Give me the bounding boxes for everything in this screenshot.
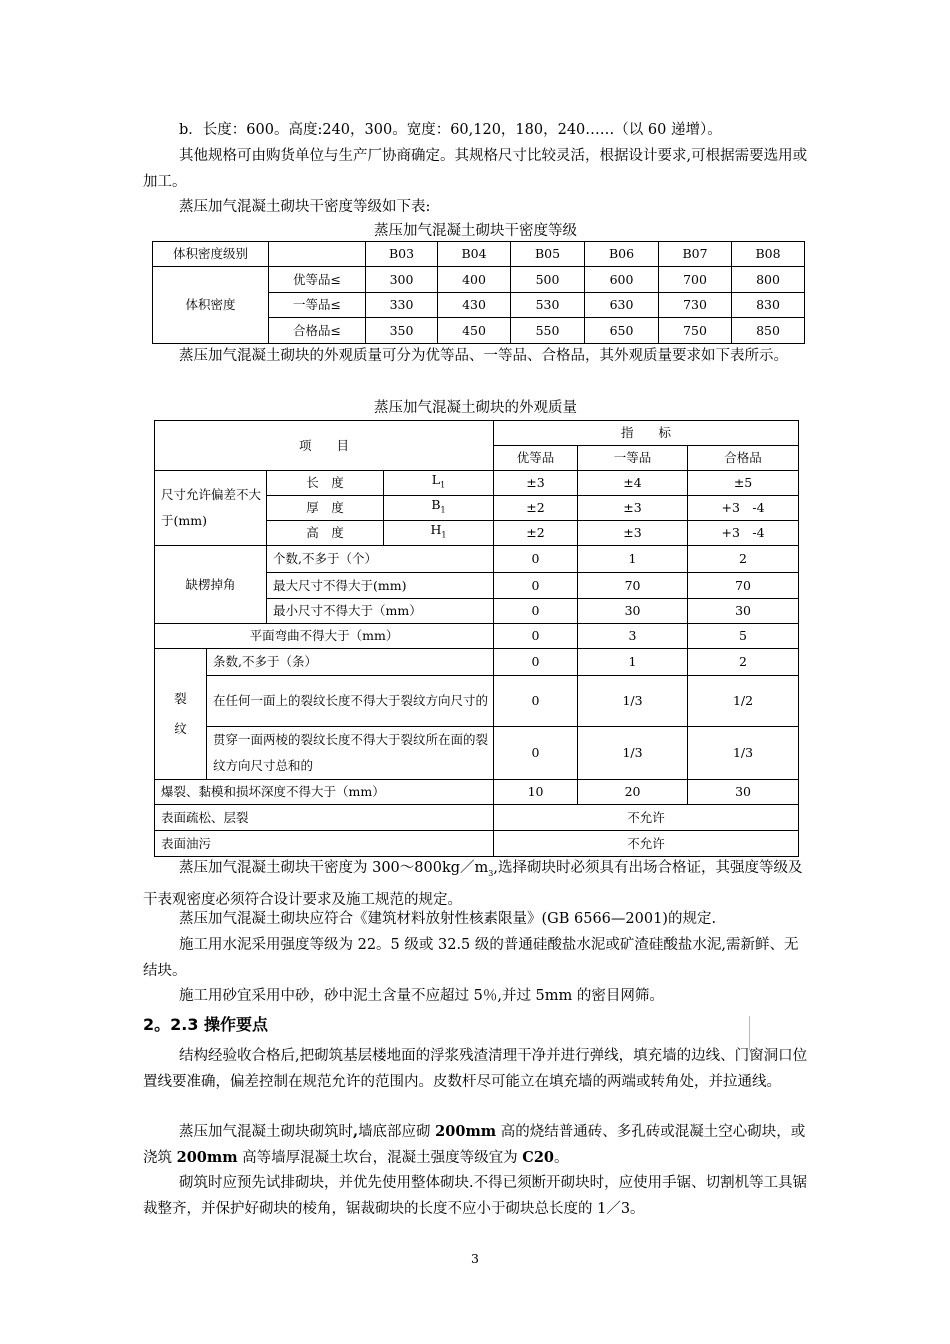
text-run: 蒸压加气混凝土砌块干密度为 300～800kg／m xyxy=(179,860,489,876)
table2-header-row xyxy=(155,421,799,446)
value-cell: 10 xyxy=(494,780,578,805)
table1-header-blank xyxy=(269,242,366,267)
table-row xyxy=(155,624,799,649)
table1-header-row xyxy=(153,242,805,267)
value-cell: 530 xyxy=(511,293,585,318)
symbol-subscript: 1 xyxy=(441,530,447,540)
grade-cell: B06 xyxy=(585,242,659,267)
text-run: ,选择砌块时必须具有出场合格证，其强度等级及干表观密度必须符合设计要求及施工规范的规定。 xyxy=(143,860,803,908)
text-run-bold: , xyxy=(353,1123,359,1140)
text-run: 高等墙厚混凝土坎台，混凝土强度等级宜为 xyxy=(237,1150,523,1166)
value-cell: 30 xyxy=(688,780,799,805)
value-cell: 730 xyxy=(659,293,732,318)
table-row xyxy=(155,805,799,831)
value-cell: 330 xyxy=(366,293,438,318)
value-cell: 700 xyxy=(659,267,732,293)
value-cell: 5 xyxy=(688,624,799,649)
text-run-bold: 200mm xyxy=(435,1123,497,1140)
table-row xyxy=(155,780,799,805)
value-cell: 2 xyxy=(688,649,799,676)
value-cell: 1/2 xyxy=(688,676,799,727)
value-cell: 不允许 xyxy=(494,831,799,857)
crack-group-label xyxy=(155,649,207,780)
table-row xyxy=(153,267,805,293)
value-cell: 0 xyxy=(494,546,578,573)
value-cell: 0 xyxy=(494,573,578,599)
symbol-letter: B xyxy=(431,497,441,513)
row-label: 长 度 xyxy=(267,471,384,496)
value-cell: ±3 xyxy=(494,471,578,496)
row-label: 高 度 xyxy=(267,521,384,546)
row-label: 爆裂、黏模和损坏深度不得大于（mm） xyxy=(155,780,494,805)
value-cell: 1/3 xyxy=(688,727,799,780)
value-cell: 630 xyxy=(585,293,659,318)
text-run: 蒸压加气混凝土砌块砌筑时 xyxy=(179,1124,353,1140)
appearance-quality-table xyxy=(154,420,799,857)
paragraph-other-specs: 其他规格可由购货单位与生产厂协商确定。其规格尺寸比较灵活，根据设计要求,可根据需要选用或加工。 xyxy=(143,148,808,190)
table-row xyxy=(155,676,799,727)
value-cell: 550 xyxy=(511,318,585,344)
row-label: 一等品≤ xyxy=(269,293,366,318)
value-cell: 1 xyxy=(578,546,688,573)
row-label: 最小尺寸不得大于（mm） xyxy=(267,599,494,624)
table1-group-label: 体积密度 xyxy=(153,267,269,344)
grade-cell: B05 xyxy=(511,242,585,267)
text-run: 墙底部应砌 xyxy=(358,1124,436,1140)
value-cell: ±5 xyxy=(688,471,799,496)
table2-caption: 蒸压加气混凝土砌块的外观质量 xyxy=(374,400,577,416)
text-run: 。 xyxy=(554,1150,569,1166)
symbol-cell xyxy=(384,496,494,521)
grade-cell: B07 xyxy=(659,242,732,267)
value-cell: 850 xyxy=(732,318,805,344)
value-cell: ±2 xyxy=(494,521,578,546)
value-cell: 30 xyxy=(578,599,688,624)
value-cell: 2 xyxy=(688,546,799,573)
grade-cell: B08 xyxy=(732,242,805,267)
symbol-subscript: 1 xyxy=(440,480,446,490)
value-cell: 300 xyxy=(366,267,438,293)
paragraph-sand: 施工用砂宜采用中砂，砂中泥土含量不应超过 5％,并过 5mm 的密目网筛。 xyxy=(179,988,664,1004)
row-label: 在任何一面上的裂纹长度不得大于裂纹方向尺寸的 xyxy=(207,676,494,727)
index-header: 指 标 xyxy=(494,421,799,446)
grade-header: 合格品 xyxy=(688,446,799,471)
row-label: 合格品≤ xyxy=(269,318,366,344)
value-cell: ±3 xyxy=(578,496,688,521)
paragraph-trial-layout: 砌筑时应预先试排砌块，并优先使用整体砌块.不得已须断开砌块时，应使用手锯、切割机等工具锯裁整齐，并保护好砌块的棱角，锯裁砌块的长度不应小于砌块总长度的 1／3。 xyxy=(143,1175,808,1217)
row-label: 表面油污 xyxy=(155,831,494,857)
paragraph-base-course xyxy=(143,1119,808,1171)
paragraph-density-intro: 蒸压加气混凝土砌块干密度等级如下表: xyxy=(179,199,431,215)
crack-char-1: 裂 xyxy=(174,691,187,706)
section-heading: 2。2.3 操作要点 xyxy=(143,1015,269,1034)
table1-caption: 蒸压加气混凝土砌块干密度等级 xyxy=(374,223,577,239)
paragraph-density-requirement xyxy=(143,855,808,913)
paragraph-setting-out: 结构经验收合格后,把砌筑基层楼地面的浮浆残渣清理干净并进行弹线，填充墙的边线、门窗洞口位置线要准确，偏差控制在规范允许的范围内。皮数杆尽可能立在填充墙的两端或转角处，并拉通线。 xyxy=(143,1048,808,1090)
value-cell: 70 xyxy=(688,573,799,599)
value-cell: 500 xyxy=(511,267,585,293)
table-row xyxy=(155,471,799,496)
text-run: 高的烧结普通砖、多孔砖或混凝土空心砌块，或浇筑 xyxy=(143,1124,806,1166)
grade-header: 优等品 xyxy=(494,446,578,471)
value-cell: 20 xyxy=(578,780,688,805)
value-cell: +3 -4 xyxy=(688,496,799,521)
item-header: 项 目 xyxy=(155,421,494,471)
table-row xyxy=(155,546,799,573)
value-cell: 350 xyxy=(366,318,438,344)
value-cell: 400 xyxy=(438,267,511,293)
row-label: 条数,不多于（条） xyxy=(207,649,494,676)
table-row xyxy=(155,831,799,857)
value-cell: ±4 xyxy=(578,471,688,496)
paragraph-size-spec: b．长度：600。高度:240，300。宽度：60,120，180，240……（以 60 递增）。 xyxy=(179,122,722,138)
value-cell: +3 -4 xyxy=(688,521,799,546)
superscript-unit: 3 xyxy=(488,868,494,878)
text-run-bold: 200mm xyxy=(176,1149,238,1166)
symbol-cell xyxy=(384,471,494,496)
density-grade-table xyxy=(152,241,805,344)
crack-char-2: 纹 xyxy=(174,721,187,736)
page-number: 3 xyxy=(471,1251,479,1266)
paragraph-appearance-intro: 蒸压加气混凝土砌块的外观质量可分为优等品、一等品、合格品，其外观质量要求如下表所示。 xyxy=(179,348,788,364)
value-cell: 不允许 xyxy=(494,805,799,831)
value-cell: ±3 xyxy=(578,521,688,546)
value-cell: 430 xyxy=(438,293,511,318)
corner-group-label: 缺楞掉角 xyxy=(155,546,267,624)
value-cell: 450 xyxy=(438,318,511,344)
value-cell: 0 xyxy=(494,649,578,676)
dim-group-label: 尺寸允许偏差不大于(mm) xyxy=(155,471,267,546)
value-cell: 1 xyxy=(578,649,688,676)
grade-cell: B04 xyxy=(438,242,511,267)
row-label: 优等品≤ xyxy=(269,267,366,293)
row-label: 表面疏松、层裂 xyxy=(155,805,494,831)
table-row xyxy=(155,649,799,676)
value-cell: 1/3 xyxy=(578,727,688,780)
symbol-letter: L xyxy=(431,472,441,488)
paragraph-cement: 施工用水泥采用强度等级为 22。5 级或 32.5 级的普通硅酸盐水泥或矿渣硅酸盐水泥,需新鲜、无结块。 xyxy=(143,937,799,979)
grade-header: 一等品 xyxy=(578,446,688,471)
value-cell: 1/3 xyxy=(578,676,688,727)
symbol-letter: H xyxy=(430,522,442,538)
value-cell: 30 xyxy=(688,599,799,624)
row-label: 最大尺寸不得大于(mm) xyxy=(267,573,494,599)
row-label: 个数,不多于（个） xyxy=(267,546,494,573)
value-cell: 650 xyxy=(585,318,659,344)
value-cell: 0 xyxy=(494,727,578,780)
value-cell: 750 xyxy=(659,318,732,344)
value-cell: 600 xyxy=(585,267,659,293)
table1-header-label: 体积密度级别 xyxy=(153,242,269,267)
value-cell: 0 xyxy=(494,599,578,624)
value-cell: 3 xyxy=(578,624,688,649)
symbol-subscript: 1 xyxy=(440,505,446,515)
value-cell: 70 xyxy=(578,573,688,599)
value-cell: 0 xyxy=(494,624,578,649)
value-cell: ±2 xyxy=(494,496,578,521)
value-cell: 830 xyxy=(732,293,805,318)
value-cell: 800 xyxy=(732,267,805,293)
row-label: 平面弯曲不得大于（mm） xyxy=(155,624,494,649)
paragraph-radioactivity: 蒸压加气混凝土砌块应符合《建筑材料放射性核素限量》(GB 6566—2001)的规定. xyxy=(179,911,717,927)
grade-cell: B03 xyxy=(366,242,438,267)
row-label: 厚 度 xyxy=(267,496,384,521)
symbol-cell xyxy=(384,521,494,546)
table-row xyxy=(155,727,799,780)
text-run-bold: C20 xyxy=(522,1149,554,1166)
value-cell: 0 xyxy=(494,676,578,727)
row-label: 贯穿一面两棱的裂纹长度不得大于裂纹所在面的裂纹方向尺寸总和的 xyxy=(207,727,494,780)
